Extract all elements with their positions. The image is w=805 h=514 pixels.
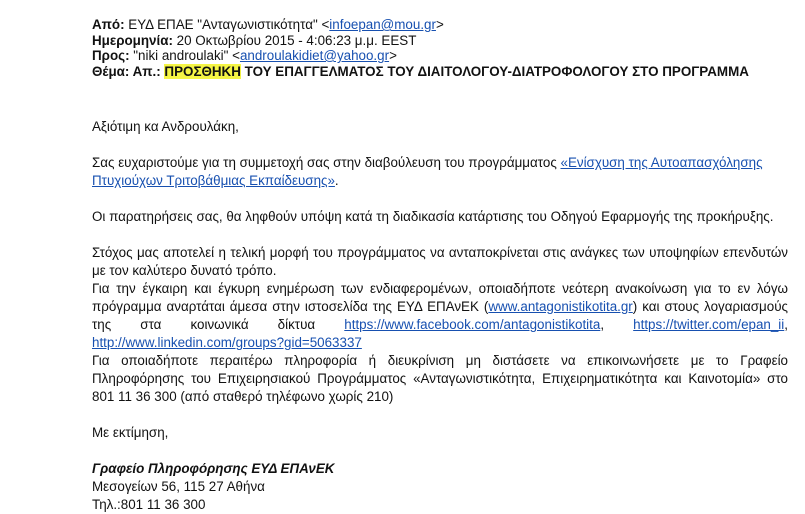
linkedin-link[interactable]: http://www.linkedin.com/groups?gid=5063337	[92, 335, 362, 350]
paragraph-goal: Στόχος μας αποτελεί η τελική μορφή του προγράμματος να ανταποκρίνεται στις ανάγκες των υποψηφίων επενδυτών με τον καλύτερο δυνατό τρόπο.	[92, 245, 788, 278]
signature-name: Γραφείο Πληροφόρησης ΕΥΔ ΕΠΑνΕΚ	[92, 461, 335, 476]
subject-highlight: ΠΡΟΣΘΗΚΗ	[164, 63, 241, 79]
date-row	[92, 33, 749, 49]
twitter-link[interactable]: https://twitter.com/epan_ii	[633, 317, 785, 332]
from-label: Από:	[92, 17, 125, 32]
greeting: Αξιότιμη κα Ανδρουλάκη,	[92, 119, 239, 134]
date-value: 20 Οκτωβρίου 2015 - 4:06:23 μ.μ. EEST	[176, 32, 417, 48]
email-headers	[92, 17, 749, 79]
from-email-link[interactable]: infoepan@mou.gr	[329, 17, 436, 32]
to-label: Προς:	[92, 48, 130, 63]
facebook-link[interactable]: https://www.facebook.com/antagonistikotita	[344, 317, 601, 332]
paragraph-remarks: Οι παρατηρήσεις σας, θα ληφθούν υπόψη κατά τη διαδικασία κατάρτισης του Οδηγού Εφαρμογής της προκήρυξης.	[92, 209, 774, 224]
subject-row	[92, 64, 749, 80]
to-name: "niki androulaki"	[133, 48, 229, 63]
from-row	[92, 17, 749, 33]
paragraph-thanks-text: Σας ευχαριστούμε για τη συμμετοχή σας στην διαβούλευση του προγράμματος	[92, 155, 561, 170]
signature-phone: Τηλ.:801 11 36 300	[92, 497, 206, 512]
subject-prefix: Απ.:	[132, 63, 161, 79]
program-link[interactable]: «Ενίσχυση της Αυτοαπασχόλησης Πτυχιούχων Τριτοβάθμιας Εκπαίδευσης»	[92, 155, 763, 188]
to-row	[92, 48, 749, 64]
paragraph-info	[92, 280, 788, 352]
paragraph-thanks	[92, 154, 788, 190]
separator: ,	[784, 317, 788, 332]
subject-label: Θέμα:	[92, 63, 130, 79]
closing: Με εκτίμηση,	[92, 425, 169, 440]
to-email-link[interactable]: androulakidiet@yahoo.gr	[239, 48, 390, 63]
from-email-close: >	[435, 17, 444, 32]
date-label: Ημερομηνία:	[92, 32, 173, 48]
paragraph-info-text1: Για την έγκαιρη και έγκυρη ενημέρωση των ενδιαφερομένων, οποιαδήποτε νεότερη ανακοίνωση για το εν λόγω πρόγραμμα αναρτάται άμεσα στην ιστοσελίδα της ΕΥΔ ΕΠΑνΕΚ (	[92, 281, 788, 314]
from-email-open: <	[321, 17, 330, 32]
paragraph-thanks-end: .	[334, 173, 339, 188]
paragraph-info-text2: ) και στους λογαριασμούς της στα κοινωνικά δίκτυα	[92, 299, 788, 332]
email-body	[92, 118, 788, 514]
separator: ,	[600, 317, 634, 332]
signature-address: Μεσογείων 56, 115 27 Αθήνα	[92, 479, 265, 494]
website-link[interactable]: www.antagonistikotita.gr	[488, 299, 633, 314]
from-name: ΕΥΔ ΕΠΑΕ "Ανταγωνιστικότητα"	[128, 17, 318, 32]
subject-rest: ΤΟΥ ΕΠΑΓΓΕΛΜΑΤΟΣ ΤΟΥ ΔΙΑΙΤΟΛΟΓΟΥ-ΔΙΑΤΡΟΦΟΛΟΓΟΥ ΣΤΟ ΠΡΟΓΡΑΜΜΑ	[244, 63, 749, 79]
paragraph-contact: Για οποιαδήποτε περαιτέρω πληροφορία ή διευκρίνιση μη διστάσετε να επικοινωνήσετε με το Γραφείο Πληροφόρησης του Επιχειρησιακού Προγράμματος «Ανταγωνιστικότητα, Επιχειρηματικότητα και Καινοτομία» στο 801 11 36 300 (από σταθερό τηλέφωνο χωρίς 210)	[92, 353, 788, 404]
to-email-close: >	[389, 48, 397, 63]
to-email-open: <	[232, 48, 240, 63]
